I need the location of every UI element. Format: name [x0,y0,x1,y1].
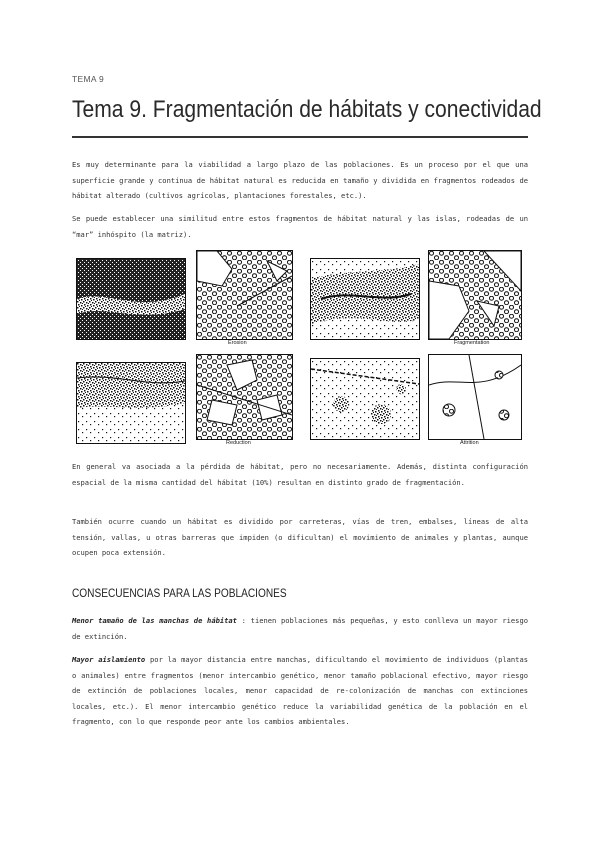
section-kicker: TEMA 9 [72,74,105,84]
caption-fragmentation: Fragmentation [454,340,490,346]
fragmentation-figure [76,250,526,450]
body-paragraph-1: En general va asociada a la pérdida de hábitat, pero no necesariamente. Además, distinta configuración espacial de la misma cantidad del hábitat (10%) resultan en distinto grado de fragmentación. [72,462,528,487]
consequence-text-2: por la mayor distancia entre manchas, dificultando el movimiento de individuos (plantas o animales) entre fragmentos (menor intercambio genético, menor tamaño poblacional efectivo, mayor riesgo de extinción de poblaciones locales, menor capacidad de re-colonización de manchas con extinciones locales, etc.). El menor intercambio genético reduce la variabilidad genética de la población en el fragmento, con lo que responde peor ante los cambios ambientales. [72,655,528,726]
photo-erosion [76,258,186,340]
caption-attrition: Attrition [460,440,479,446]
body-paragraph-2: También ocurre cuando un hábitat es dividido por carreteras, vías de tren, embalses, líneas de alta tensión, vallas, u otras barreras que impiden (o dificultan) el movimiento de animales y plantas, aunque ocupen poca extensión. [72,517,528,557]
intro-paragraph-1: Es muy determinante para la viabilidad a largo plazo de las poblaciones. Es un proceso por el que una superficie grande y continua de hábitat natural es reducida en tamaño y dividida en fragmentos rodeados de hábitat alterado (cultivos agrícolas, plantaciones forestales, etc.). [72,160,528,200]
title-rule [72,136,528,138]
diagram-fragmentation [428,250,522,340]
consequence-item-1 [72,613,528,644]
intro-paragraph-2: Se puede establecer una similitud entre estos fragmentos de hábitat natural y las islas, rodeadas de un “mar” inhóspito (la matriz). [72,214,528,239]
section-heading: CONSECUENCIAS PARA LAS POBLACIONES [72,588,287,600]
consequence-term-1: Menor tamaño de las manchas de hábitat [72,616,237,625]
photo-reduction [76,362,186,444]
page-title: Tema 9. Fragmentación de hábitats y conectividad [72,96,542,123]
consequence-item-2 [72,652,528,730]
diagram-attrition [428,354,522,440]
caption-erosion: Erosion [228,340,247,346]
diagram-reduction [196,354,293,440]
photo-attrition [310,358,420,440]
consequence-text-1: : tienen poblaciones más pequeñas, y esto conlleva un mayor riesgo de extinción. [72,616,528,641]
photo-fragmentation [310,258,420,340]
diagram-erosion [196,250,293,340]
consequence-term-2: Mayor aislamiento [72,655,146,664]
caption-reduction: Reduction [226,440,251,446]
